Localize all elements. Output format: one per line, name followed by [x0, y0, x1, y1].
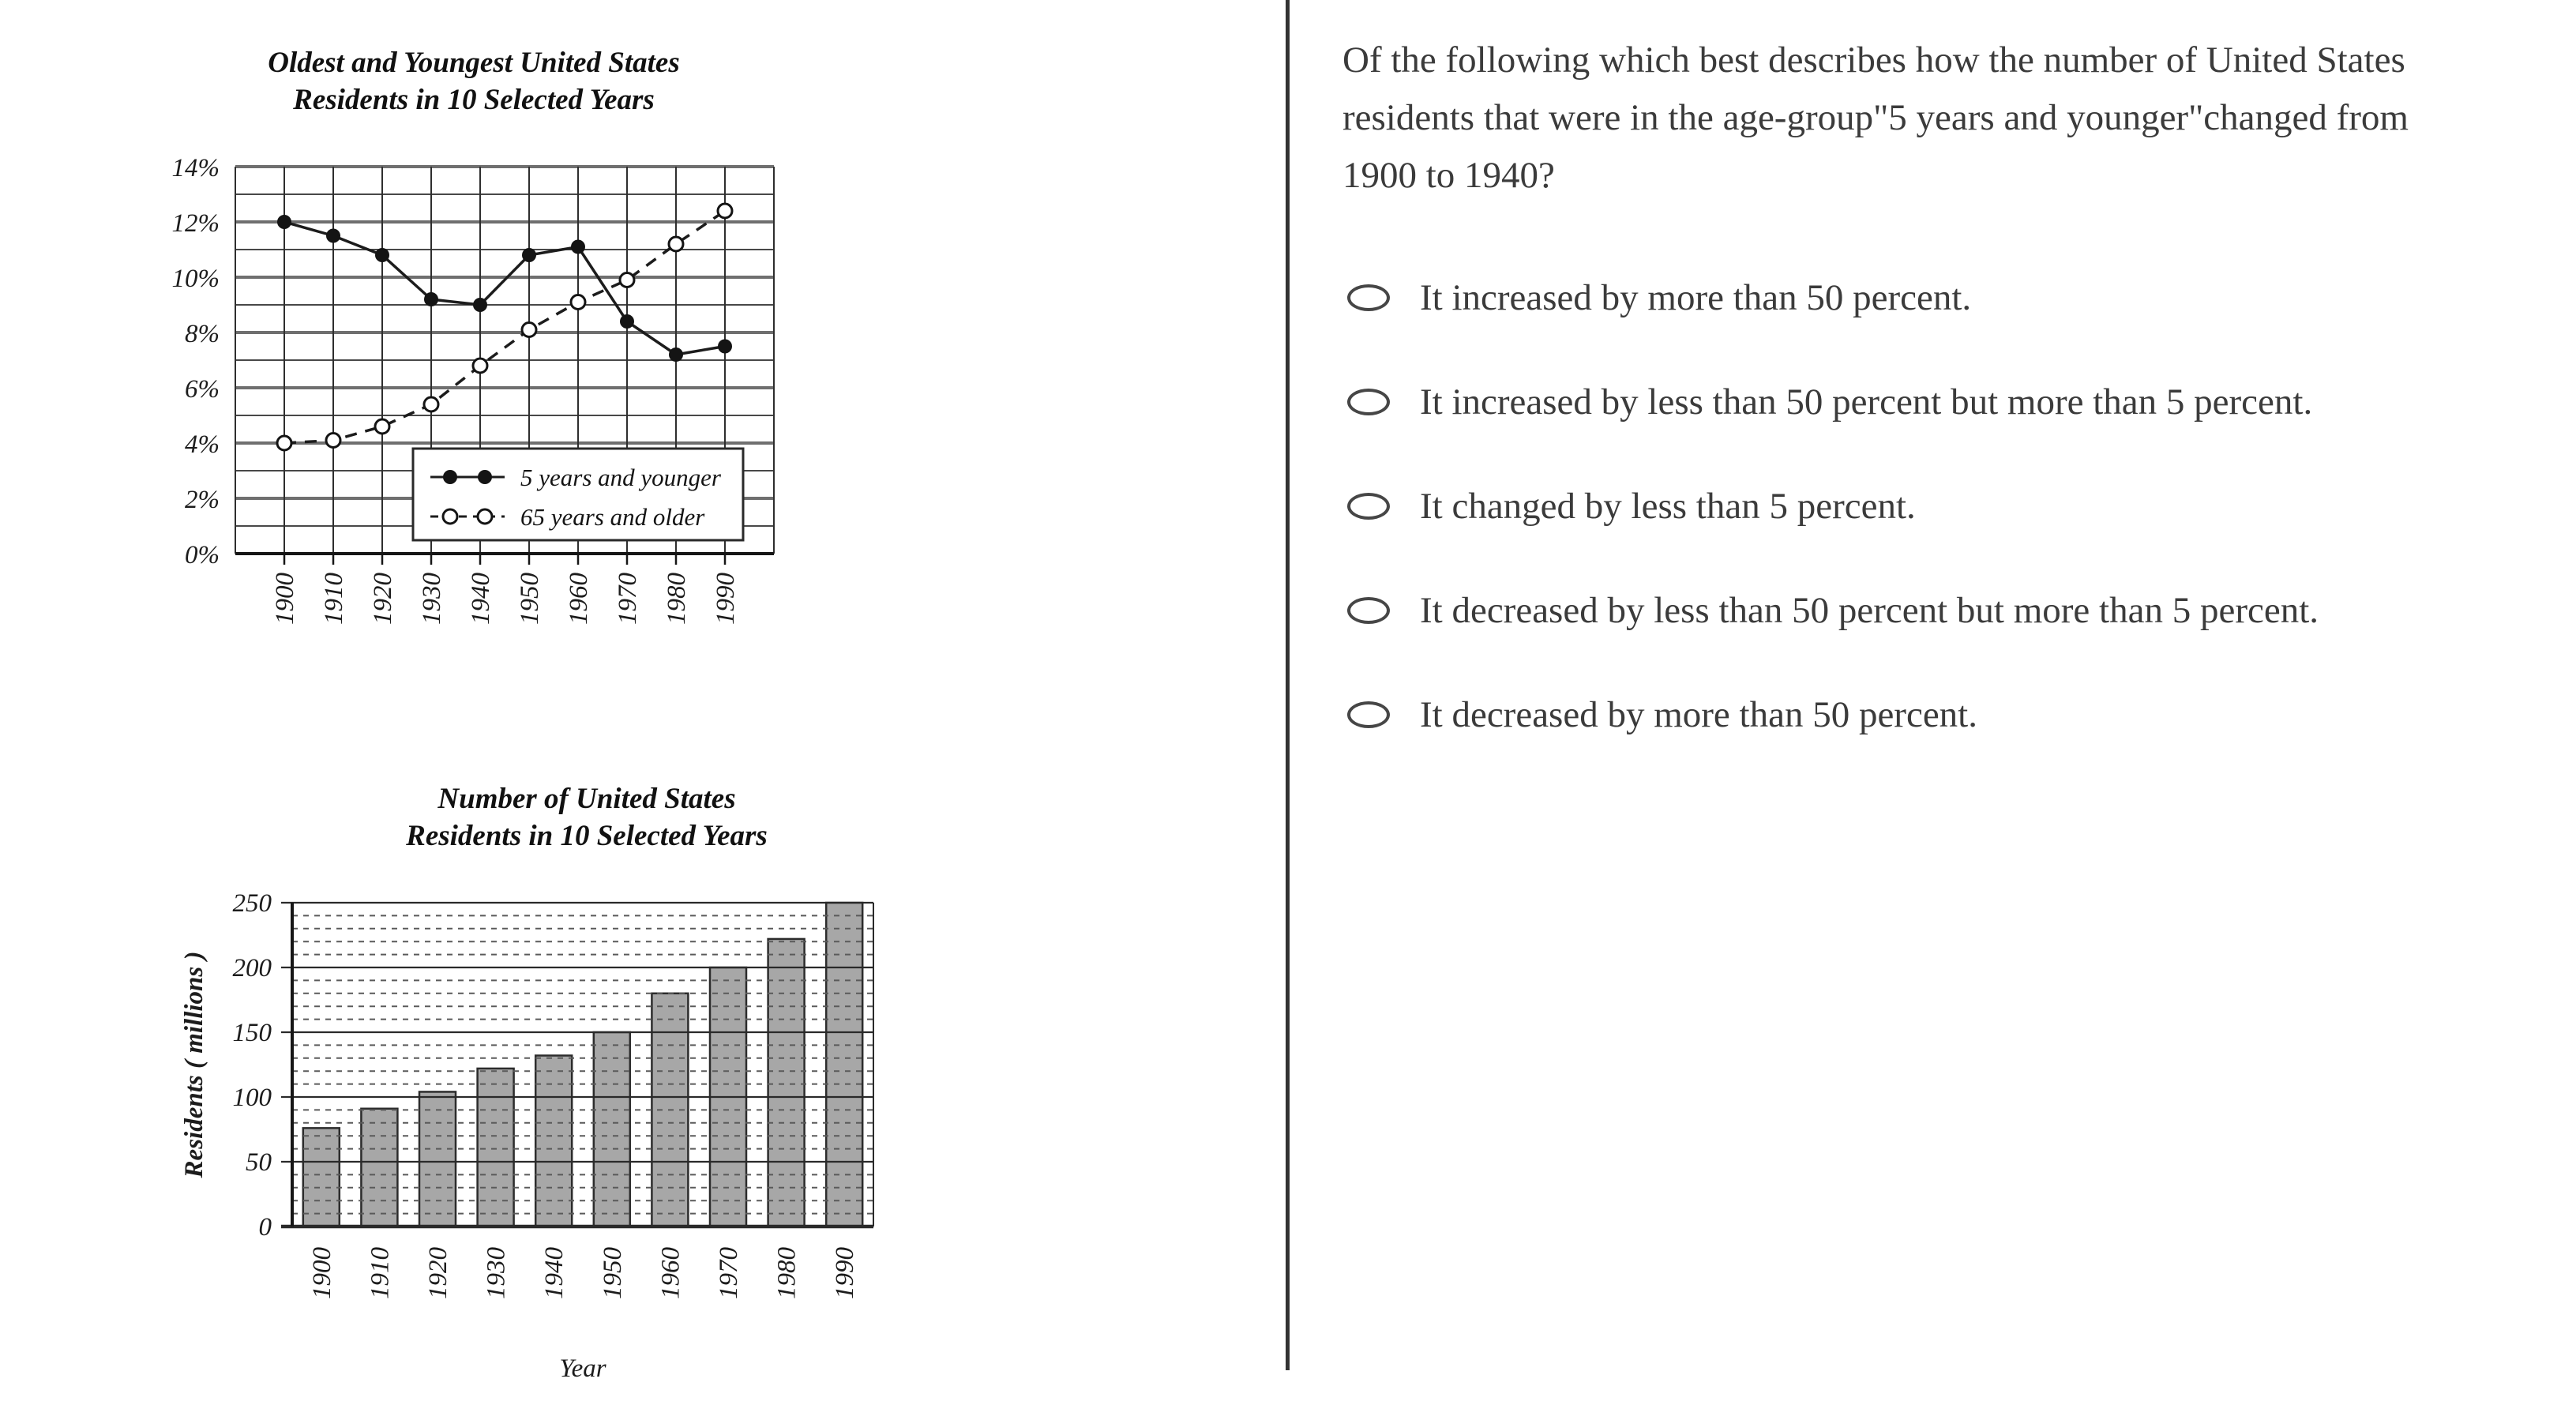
svg-text:5 years and younger: 5 years and younger: [520, 464, 721, 491]
svg-text:250: 250: [232, 889, 272, 918]
svg-text:1980: 1980: [663, 573, 691, 625]
answer-option[interactable]: [1342, 269, 2511, 326]
question-panel: [1342, 32, 2511, 791]
option-label: It changed by less than 5 percent.: [1420, 486, 1916, 527]
svg-text:14%: 14%: [171, 154, 220, 182]
svg-text:0: 0: [258, 1213, 272, 1242]
svg-text:10%: 10%: [171, 265, 220, 293]
svg-text:1910: 1910: [366, 1247, 395, 1299]
svg-text:1970: 1970: [614, 573, 642, 625]
svg-text:65 years and older: 65 years and older: [520, 503, 705, 531]
bar-chart: [134, 841, 963, 1394]
svg-text:1940: 1940: [540, 1247, 569, 1299]
svg-text:1960: 1960: [565, 573, 593, 625]
svg-text:1990: 1990: [712, 573, 740, 625]
svg-text:0%: 0%: [185, 541, 220, 569]
panel-divider: [1286, 0, 1290, 1370]
svg-text:1990: 1990: [831, 1247, 860, 1299]
line-chart-title: [142, 44, 805, 118]
options-list: [1342, 269, 2511, 743]
svg-text:Residents ( millions ): Residents ( millions ): [180, 951, 208, 1178]
svg-text:1930: 1930: [418, 573, 446, 625]
answer-option[interactable]: [1342, 478, 2511, 535]
svg-text:1920: 1920: [424, 1247, 452, 1299]
radio-button[interactable]: [1347, 597, 1390, 624]
option-label: It increased by more than 50 percent.: [1420, 277, 1972, 318]
svg-text:150: 150: [232, 1019, 272, 1047]
option-label: It decreased by less than 50 percent but more than 5 percent.: [1420, 590, 2319, 631]
option-label: It increased by less than 50 percent but more than 5 percent.: [1420, 381, 2313, 423]
svg-text:200: 200: [232, 954, 272, 982]
radio-button[interactable]: [1347, 701, 1390, 728]
svg-text:12%: 12%: [171, 209, 220, 238]
svg-text:1970: 1970: [715, 1247, 743, 1299]
radio-button[interactable]: [1347, 493, 1390, 520]
answer-option[interactable]: [1342, 686, 2511, 743]
svg-text:1920: 1920: [369, 573, 397, 625]
radio-button[interactable]: [1347, 389, 1390, 415]
question-text: Of the following which best describes how the number of United States residents that were in the age-group"5 years and younger"changed from 1900 to 1940?: [1342, 39, 2409, 196]
option-label: It decreased by more than 50 percent.: [1420, 694, 1977, 735]
svg-text:1900: 1900: [307, 1247, 336, 1299]
svg-text:Year: Year: [559, 1354, 606, 1383]
svg-text:1950: 1950: [598, 1247, 627, 1299]
bar-chart-title-line2: Residents in 10 Selected Years: [406, 820, 768, 852]
line-chart-title-line1: Oldest and Youngest United States: [268, 47, 680, 79]
svg-text:1980: 1980: [772, 1247, 802, 1299]
answer-option[interactable]: [1342, 582, 2511, 639]
svg-text:1960: 1960: [656, 1247, 685, 1299]
bar-chart-title-line1: Number of United States: [437, 783, 736, 815]
line-chart-title-line2: Residents in 10 Selected Years: [293, 84, 655, 116]
radio-button[interactable]: [1347, 284, 1390, 311]
svg-text:100: 100: [232, 1084, 272, 1112]
svg-text:1910: 1910: [320, 573, 348, 625]
svg-text:6%: 6%: [185, 375, 220, 404]
svg-text:1940: 1940: [467, 573, 495, 625]
svg-text:4%: 4%: [185, 430, 220, 459]
answer-option[interactable]: [1342, 374, 2511, 430]
svg-text:1900: 1900: [271, 573, 299, 625]
svg-text:50: 50: [246, 1148, 272, 1177]
svg-text:8%: 8%: [185, 320, 220, 348]
line-chart: [134, 131, 861, 676]
svg-text:2%: 2%: [185, 486, 220, 514]
svg-text:1950: 1950: [516, 573, 544, 625]
svg-text:1930: 1930: [482, 1247, 511, 1299]
charts-panel: [0, 0, 1286, 1420]
